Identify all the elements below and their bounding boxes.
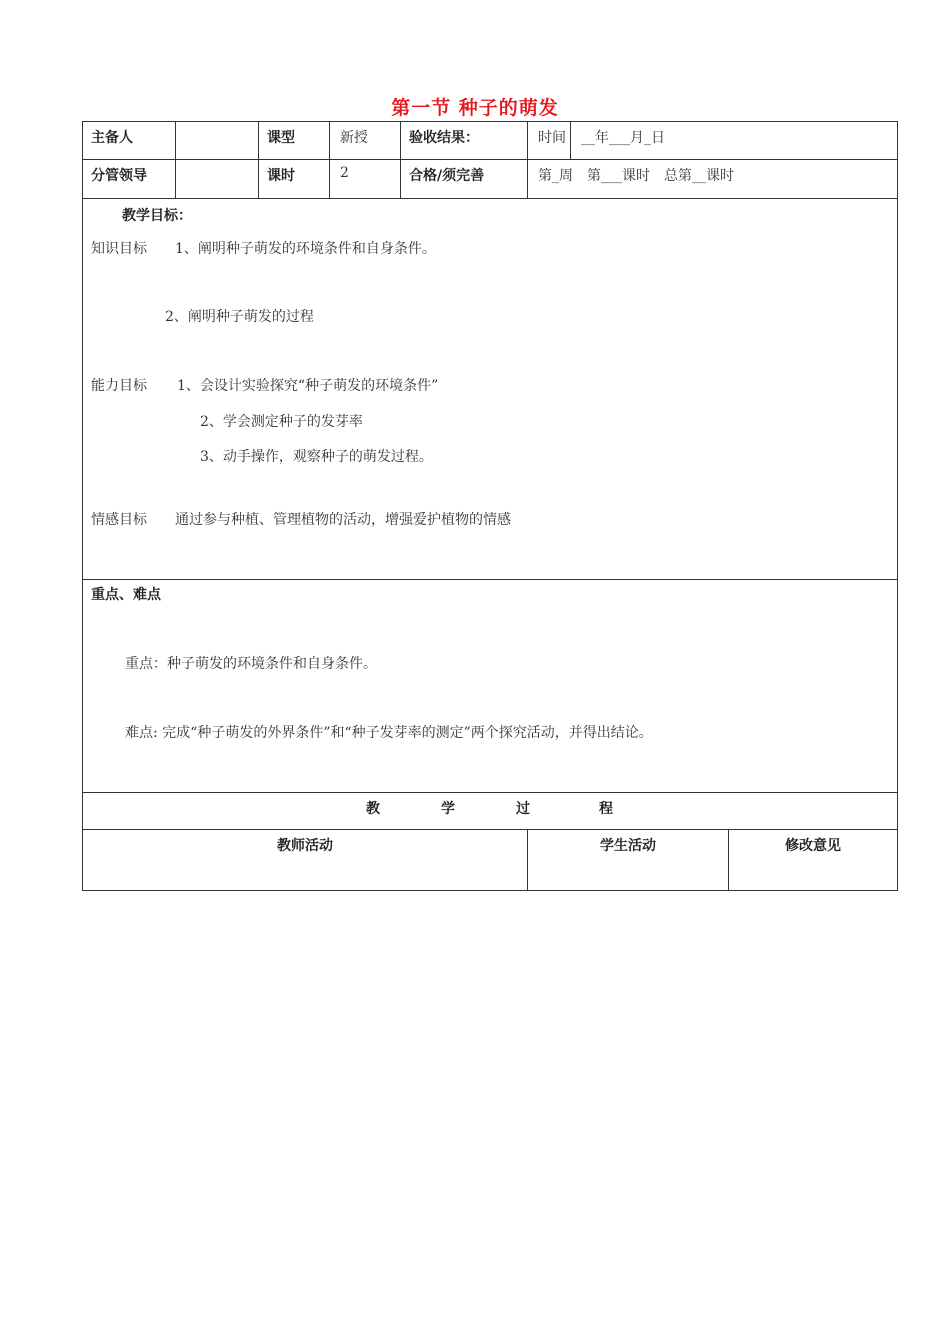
pass-improve-label: 合格/须完善 [401, 160, 528, 199]
knowledge-item-1: 1、阐明种子萌发的环境条件和自身条件。 [175, 241, 436, 257]
lead-preparer-value [176, 122, 259, 160]
supervisor-label: 分管领导 [83, 160, 176, 199]
acceptance-result-label: 验收结果： [401, 122, 528, 160]
supervisor-value [176, 160, 259, 199]
page-title: 第一节 种子的萌发 [391, 97, 559, 119]
ability-item-3: 3、动手操作，观察种子的萌发过程。 [200, 449, 433, 465]
process-char-2: 学 [441, 801, 455, 817]
time-label: 时间 [528, 122, 571, 160]
lead-preparer-label: 主备人 [83, 122, 176, 160]
class-hours-label: 课时 [259, 160, 330, 199]
process-columns-row [83, 830, 898, 891]
knowledge-item-2: 2、阐明种子萌发的过程 [165, 309, 314, 325]
date-value: __年___月_日 [571, 122, 898, 160]
header-row-1 [83, 122, 898, 160]
emotion-label: 情感目标 [91, 512, 147, 528]
objectives-section [83, 199, 898, 580]
ability-label: 能力目标 [91, 378, 147, 394]
key-point: 重点：种子萌发的环境条件和自身条件。 [125, 656, 377, 672]
student-activity-header: 学生活动 [528, 830, 729, 891]
keypoints-section [83, 580, 898, 793]
ability-item-2: 2、学会测定种子的发芽率 [200, 414, 363, 430]
objectives-heading: 教学目标： [122, 208, 192, 224]
ability-item-1: 1、会设计实验探究“种子萌发的环境条件” [177, 378, 439, 394]
revision-notes-header: 修改意见 [729, 830, 898, 891]
week-period-value: 第_周 第___课时 总第__课时 [528, 160, 898, 199]
lesson-plan-table [82, 121, 898, 891]
emotion-item-1: 通过参与种植、管理植物的活动，增强爱护植物的情感 [175, 512, 511, 528]
lesson-type-value: 新授 [330, 122, 401, 160]
teacher-activity-header: 教师活动 [83, 830, 528, 891]
header-row-2 [83, 160, 898, 199]
process-char-3: 过 [516, 801, 530, 817]
knowledge-label: 知识目标 [91, 241, 147, 257]
process-char-1: 教 [366, 801, 380, 817]
lesson-type-label: 课型 [259, 122, 330, 160]
process-char-4: 程 [599, 801, 613, 817]
process-heading-row [83, 793, 898, 830]
difficult-point: 难点: 完成“种子萌发的外界条件”和“种子发芽率的测定”两个探究活动，并得出结论。 [125, 725, 653, 741]
class-hours-value: 2 [330, 160, 401, 199]
keypoints-heading: 重点、难点 [91, 587, 161, 603]
